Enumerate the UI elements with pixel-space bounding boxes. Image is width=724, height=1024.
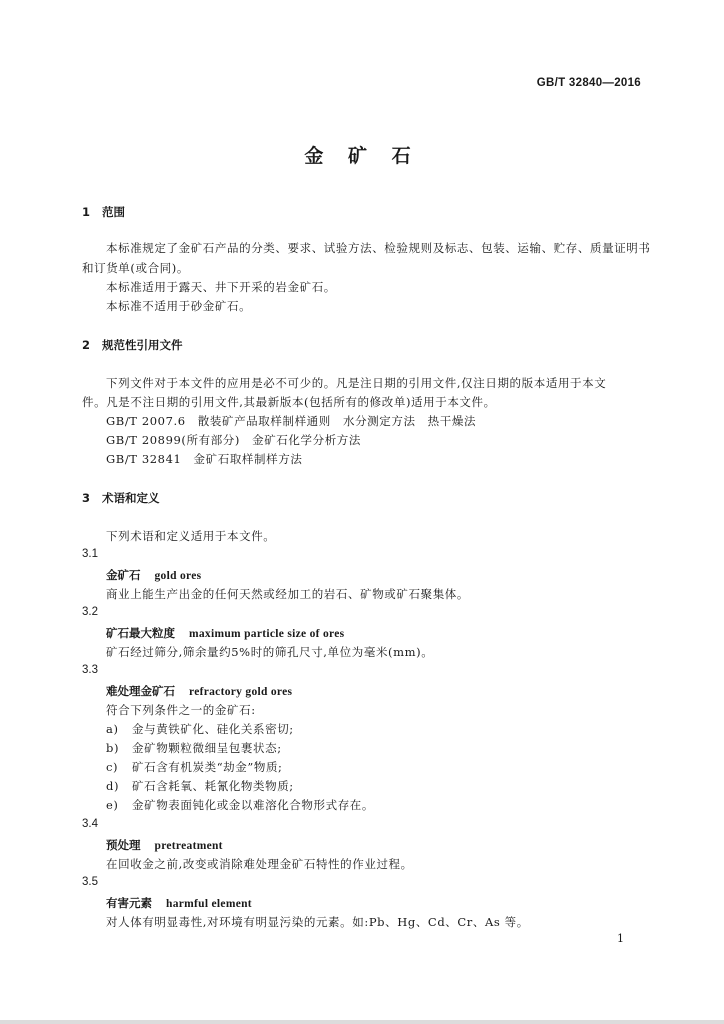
list-item-label: a) [106,722,119,736]
term-number: 3.4 [82,818,98,830]
term-zh: 矿石最大粒度 [106,626,175,640]
term-zh: 难处理金矿石 [106,684,175,698]
list-item-label: d) [106,779,120,793]
section-2-heading [82,337,183,353]
paragraph: 本标准适用于露天、井下开采的岩金矿石。 [106,280,336,294]
term-zh: 预处理 [106,838,141,852]
list-item [106,740,282,756]
term-number: 3.5 [82,876,98,888]
list-item-text: 矿石含耗氧、耗氰化物类物质; [132,779,294,793]
term-title [106,625,344,641]
term-zh: 金矿石 [106,568,141,582]
list-item [106,759,283,775]
term-title [106,567,201,583]
term-en: gold ores [154,570,202,582]
term-title [106,837,223,853]
reference-item: GB/T 2007.6 散装矿产品取样制样通则 水分测定方法 热干燥法 [106,414,477,428]
standard-number: GB/T 32840—2016 [536,77,641,89]
document-title: 金 矿 石 [304,145,420,167]
term-definition: 商业上能生产出金的任何天然或经加工的岩石、矿物或矿石聚集体。 [106,587,469,601]
term-zh: 有害元素 [106,896,152,910]
term-title [106,683,292,699]
list-item-text: 金矿物表面钝化或金以难溶化合物形式存在。 [132,798,374,812]
paragraph: 件。凡是不注日期的引用文件,其最新版本(包括所有的修改单)适用于本文件。 [82,395,496,409]
list-item-label: b) [106,741,120,755]
list-item [106,797,374,813]
page-number: 1 [617,932,624,945]
list-item-label: e) [106,798,119,812]
section-number: 3 [82,491,91,505]
term-en: harmful element [166,898,252,910]
section-1-heading [82,204,125,220]
list-item [106,721,294,737]
paragraph: 本标准不适用于砂金矿石。 [106,299,252,313]
section-title: 范围 [102,205,125,219]
term-en: pretreatment [154,840,223,852]
section-number: 2 [82,338,91,352]
term-title [106,895,252,911]
reference-item: GB/T 20899(所有部分) 金矿石化学分析方法 [106,433,361,447]
paragraph: 下列术语和定义适用于本文件。 [106,529,276,543]
section-3-heading [82,490,160,506]
paragraph: 本标准规定了金矿石产品的分类、要求、试验方法、检验规则及标志、包装、运输、贮存、质量证明书 [106,241,651,255]
list-item-label: c) [106,760,119,774]
list-item-text: 矿石含有机炭类“劫金”物质; [132,760,283,774]
term-number: 3.1 [82,548,98,560]
page-bottom-edge [0,1020,724,1024]
list-item [106,778,294,794]
paragraph: 下列文件对于本文件的应用是必不可少的。凡是注日期的引用文件,仅注日期的版本适用于本文 [106,376,607,390]
term-definition: 对人体有明显毒性,对环境有明显污染的元素。如:Pb、Hg、Cd、Cr、As 等。 [106,915,529,929]
term-definition: 在回收金之前,改变或消除难处理金矿石特性的作业过程。 [106,857,413,871]
reference-item: GB/T 32841 金矿石取样制样方法 [106,452,303,466]
term-definition: 矿石经过筛分,筛余量约5%时的筛孔尺寸,单位为毫米(mm)。 [106,645,434,659]
term-en: maximum particle size of ores [189,628,345,640]
section-number: 1 [82,205,91,219]
term-number: 3.2 [82,606,98,618]
section-title: 规范性引用文件 [102,338,183,352]
term-en: refractory gold ores [189,686,293,698]
term-definition: 符合下列条件之一的金矿石: [106,703,256,717]
term-number: 3.3 [82,664,98,676]
list-item-text: 金与黄铁矿化、硅化关系密切; [132,722,294,736]
section-title: 术语和定义 [102,491,160,505]
paragraph: 和订货单(或合同)。 [82,261,189,275]
list-item-text: 金矿物颗粒微细呈包裹状态; [132,741,282,755]
